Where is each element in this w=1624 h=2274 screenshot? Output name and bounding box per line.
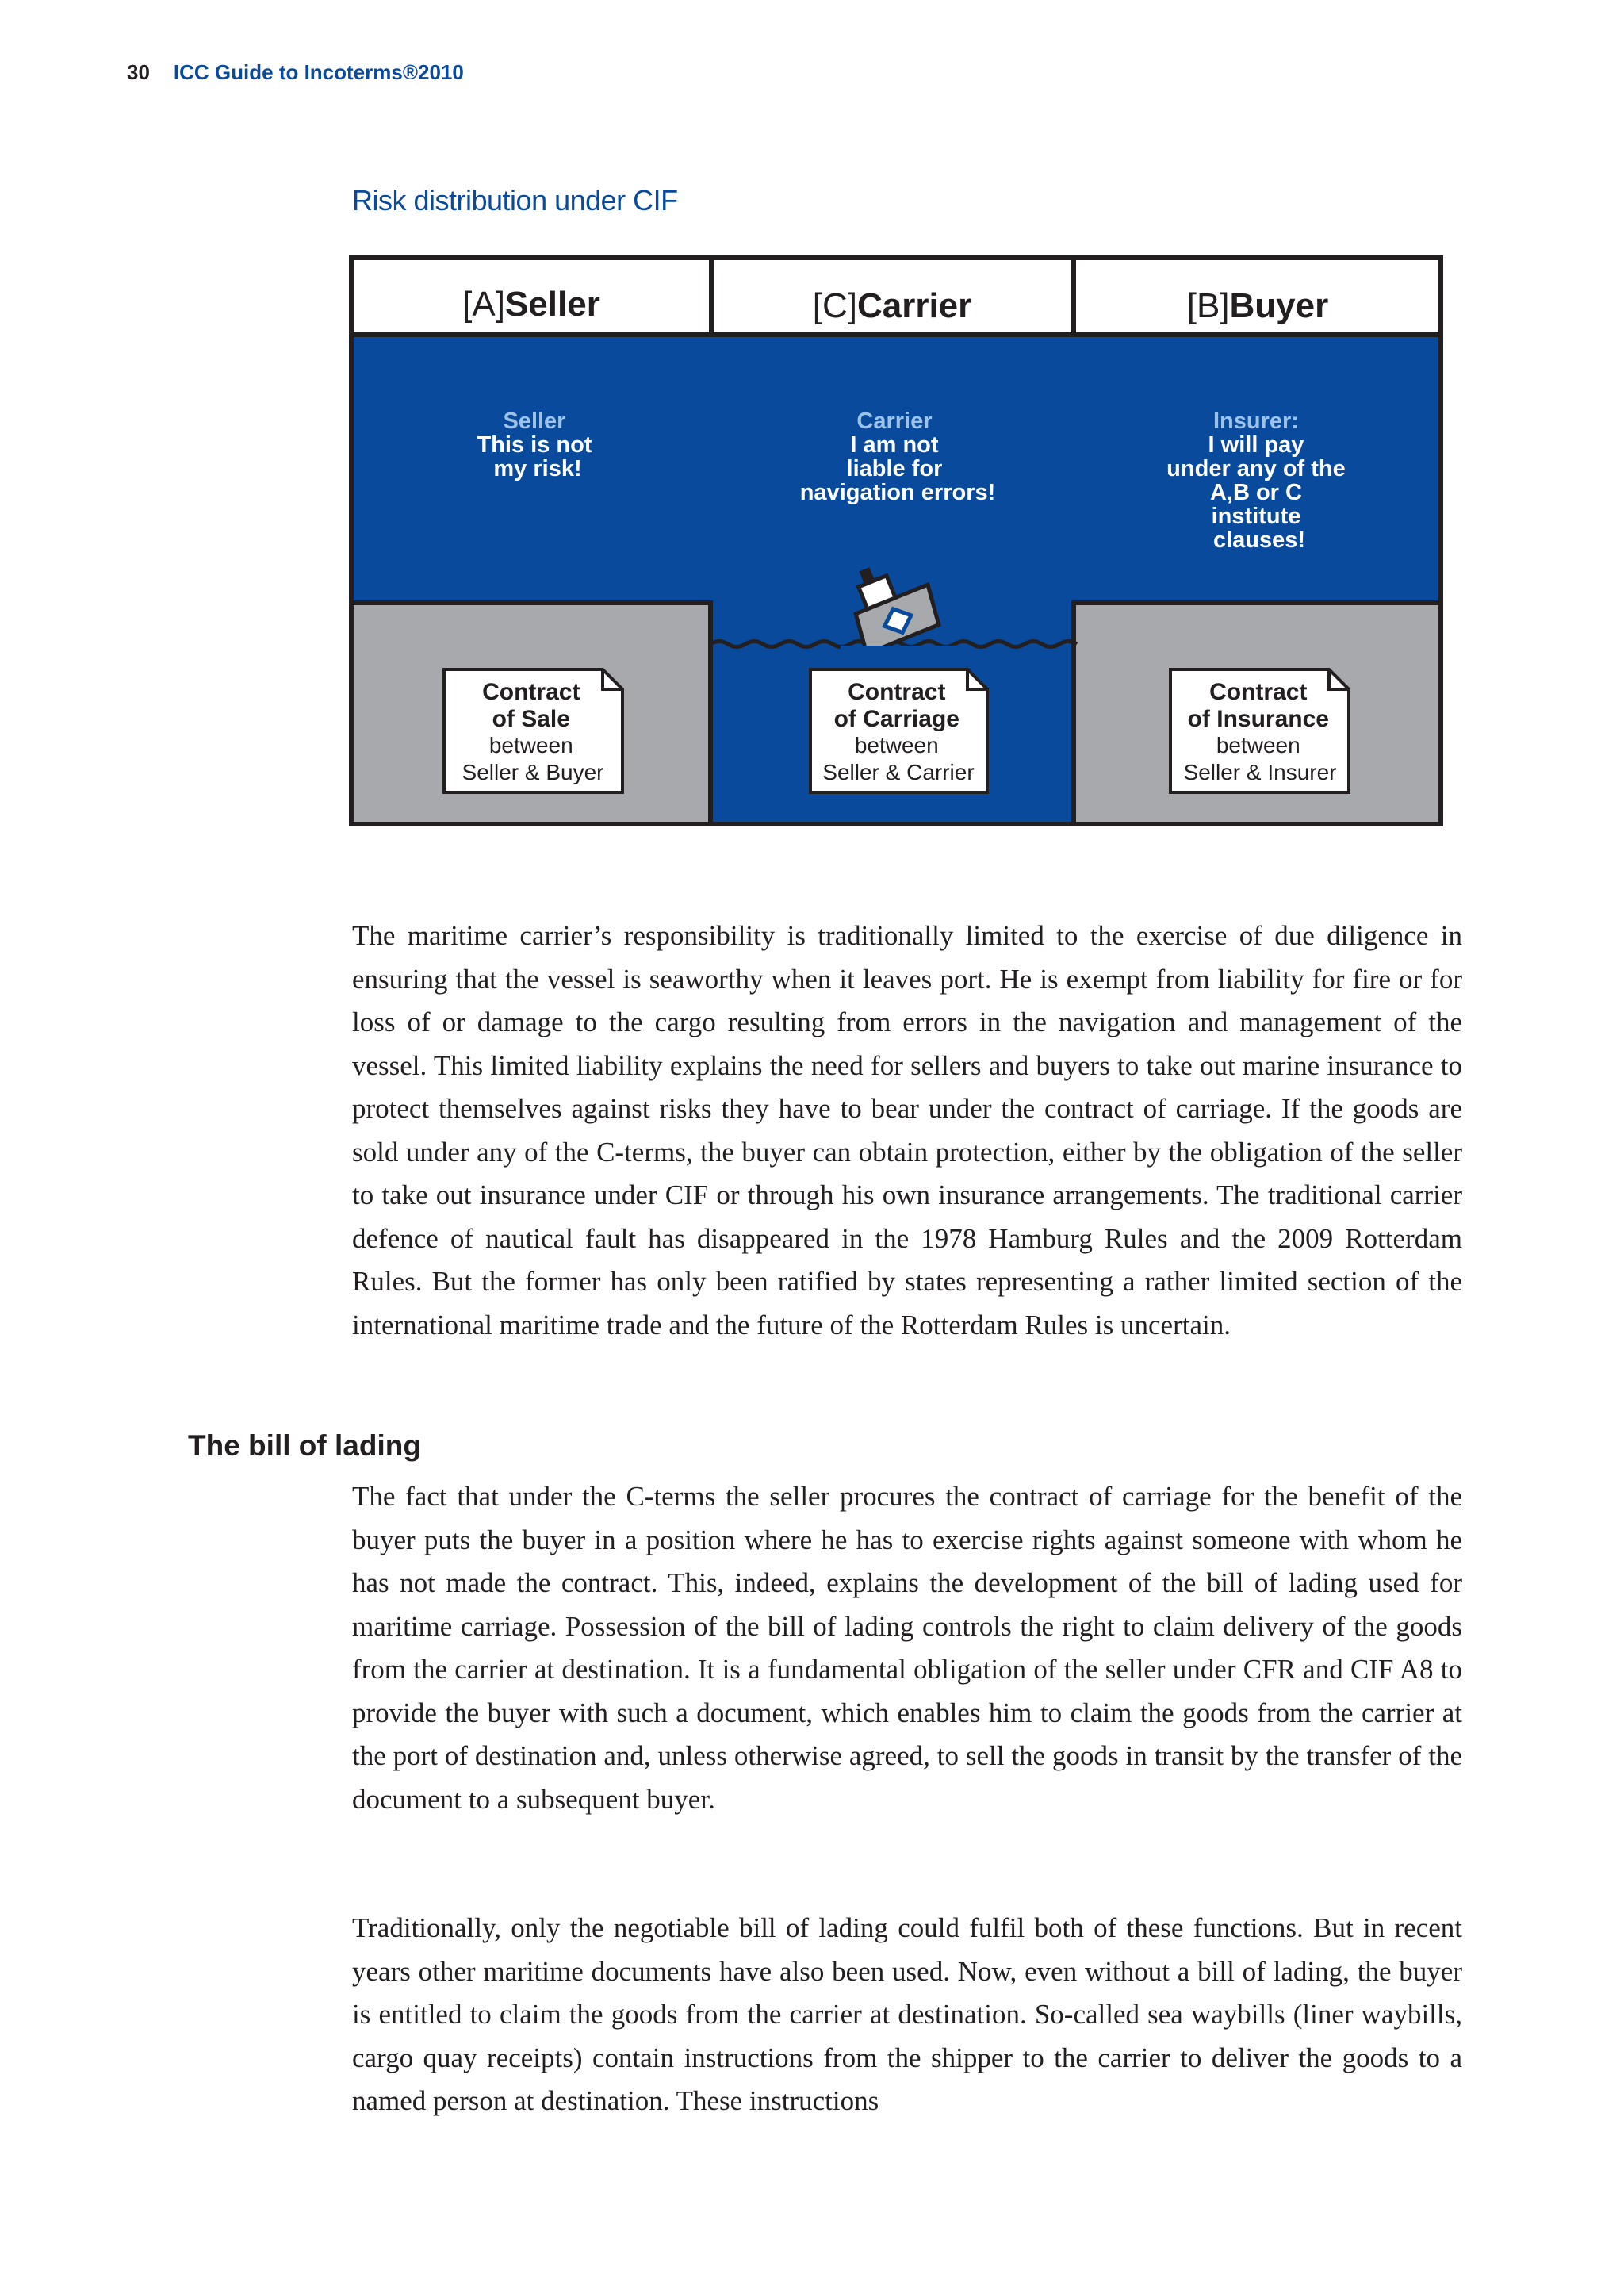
risk-distribution-diagram [349,255,1443,826]
book-title: ICC Guide to Incoterms®2010 [173,60,464,84]
svg-text:Contract of Insurance: Contract of Insurance between Seller & Insurer [1183,679,1337,784]
column-header-buyer: [B]Buyer [1186,286,1329,325]
paragraph-bill-of-lading-2: Traditionally, only the negotiable bill of lading could fulfil both of these functions. But in recent years other maritime documents have also been used. Now, even without a bill of lading, the buyer is entitled to claim the goods from the carrier at destination. So-called sea waybills (liner waybills, cargo quay receipts) contain instructions from the shipper to the carrier to deliver the goods to a named person at destination. These instructions [352,1912,1462,2116]
paragraph-bill-of-lading-1: The fact that under the C-terms the seller procures the contract of carriage for the benefit of the buyer puts the buyer in a position where he has to exercise rights against someone with whom he has not made the contract. This, indeed, explains the development of the bill of lading used for maritime carriage. Possession of the bill of lading controls the right to claim delivery of the goods from the carrier at destination. It is a fundamental obligation of the seller under CFR and CIF A8 to provide the buyer with such a document, which enables him to claim the goods from the carrier at the port of destination and, unless otherwise agreed, to sell the goods in transit by the transfer of the document to a subsequent buyer. [352,1481,1462,1815]
contract-card-sale [444,669,622,792]
contract-card-carriage [810,669,987,792]
page-number: 30 [127,60,150,84]
statement-insurer: Insurer: I will pay under any of the A,B or C institute clauses! [1166,408,1346,553]
column-header-seller: [A]Seller [462,285,600,324]
section-heading: The bill of lading [188,1429,421,1462]
column-header-carrier: [C]Carrier [812,286,972,325]
contract-card-insurance [1170,669,1349,792]
figure-caption: Risk distribution under CIF [352,184,678,217]
paragraph-carrier-responsibility: The maritime carrier’s responsibility is traditionally limited to the exercise of due diligence in ensuring that the vessel is seaworthy when it leaves port. He is exempt from liability for fire or for loss of or damage to the cargo resulting from errors in the navigation and management of the vessel. This limited liability explains the need for sellers and buyers to take out marine insurance to protect themselves against risks they have to bear under the contract of carriage. If the goods are sold under any of the C-terms, the buyer can obtain protection, either by the obligation of the seller to take out insurance under CIF or through his own insurance arrangements. The traditional carrier defence of nautical fault has disappeared in the 1978 Hamburg Rules and the 2009 Rotterdam Rules. But the former has only been ratified by states representing a rather limited section of the international maritime trade and the future of the Rotterdam Rules is uncertain. [352,920,1462,1340]
statement-carrier: Carrier I am not liable for navigation errors! [799,408,996,505]
statement-seller: Seller This is not my risk! [477,408,592,481]
svg-text:Contract of Carriage: Contract of Carriage between Seller & Carrier [822,679,975,784]
svg-text:Contract of Sale b: Contract of Sale between Seller & Buyer [462,679,604,784]
running-head [127,60,464,85]
